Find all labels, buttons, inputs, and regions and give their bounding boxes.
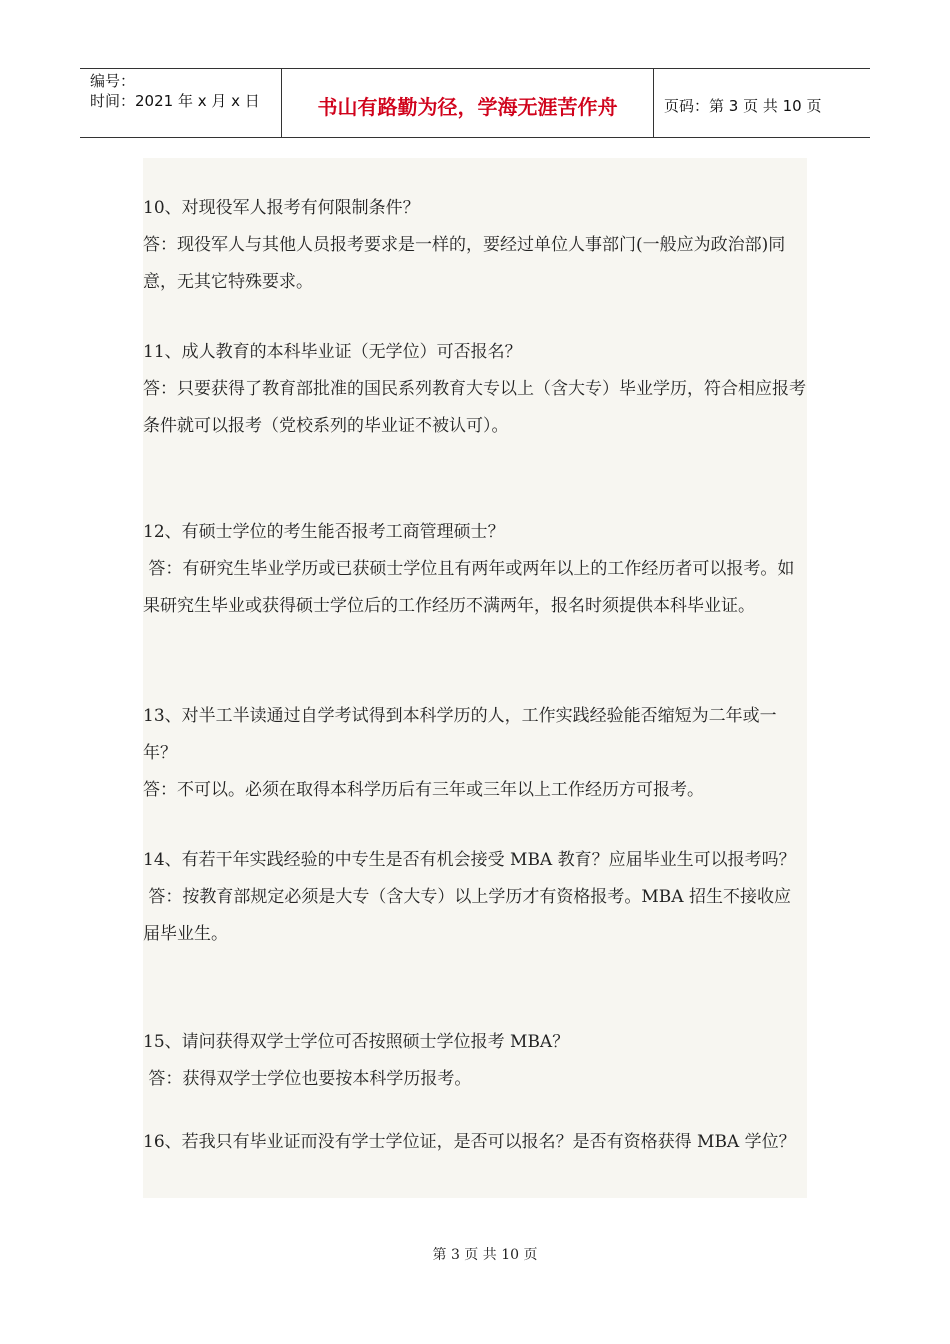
qa-item	[143, 514, 807, 625]
header-meta	[80, 69, 282, 137]
document-body	[143, 158, 807, 1198]
question-text: 11、成人教育的本科毕业证（无学位）可否报名？	[143, 342, 522, 362]
number-label: 编号：	[90, 72, 136, 90]
page-header	[80, 68, 870, 138]
answer-text: 答：只要获得了教育部批准的国民系列教育大专以上（含大专）毕业学历，符合相应报考条件就可以报考（党校系列的毕业证不被认可）。	[143, 379, 806, 436]
qa-item	[143, 1024, 807, 1098]
answer-text: 答：有研究生毕业学历或已获硕士学位且有两年或两年以上的工作经历者可以报考。如果研究生毕业或获得硕士学位后的工作经历不满两年，报名时须提供本科毕业证。	[143, 559, 795, 616]
answer-text: 答：不可以。必须在取得本科学历后有三年或三年以上工作经历方可报考。	[143, 780, 704, 800]
page-footer: 第 3 页 共 10 页	[432, 1247, 538, 1263]
header-page-info: 页码：第 3 页 共 10 页	[664, 96, 822, 115]
answer-text: 答：现役军人与其他人员报考要求是一样的，要经过单位人事部门(一般应为政治部)同意，无其它特殊要求。	[143, 235, 786, 292]
answer-text: 答：获得双学士学位也要按本科学历报考。	[143, 1069, 472, 1089]
qa-item	[143, 1124, 807, 1161]
answer-text: 答：按教育部规定必须是大专（含大专）以上学历才有资格报考。MBA 招生不接收应届毕业生。	[143, 887, 791, 944]
qa-item	[143, 190, 807, 301]
question-text: 16、若我只有毕业证而没有学士学位证，是否可以报名？是否有资格获得 MBA 学位？	[143, 1132, 796, 1152]
time-label: 时间：2021 年 x 月 x 日	[90, 92, 260, 110]
header-motto: 书山有路勤为径，学海无涯苦作舟	[282, 69, 654, 137]
question-text: 15、请问获得双学士学位可否按照硕士学位报考 MBA？	[143, 1032, 570, 1052]
qa-item	[143, 698, 807, 809]
qa-item	[143, 334, 807, 445]
question-text: 12、有硕士学位的考生能否报考工商管理硕士？	[143, 522, 505, 542]
question-text: 13、对半工半读通过自学考试得到本科学历的人，工作实践经验能否缩短为二年或一年？	[143, 706, 777, 763]
qa-item	[143, 842, 807, 953]
question-text: 10、对现役军人报考有何限制条件？	[143, 198, 420, 218]
question-text: 14、有若干年实践经验的中专生是否有机会接受 MBA 教育？应届毕业生可以报考吗？	[143, 850, 796, 870]
